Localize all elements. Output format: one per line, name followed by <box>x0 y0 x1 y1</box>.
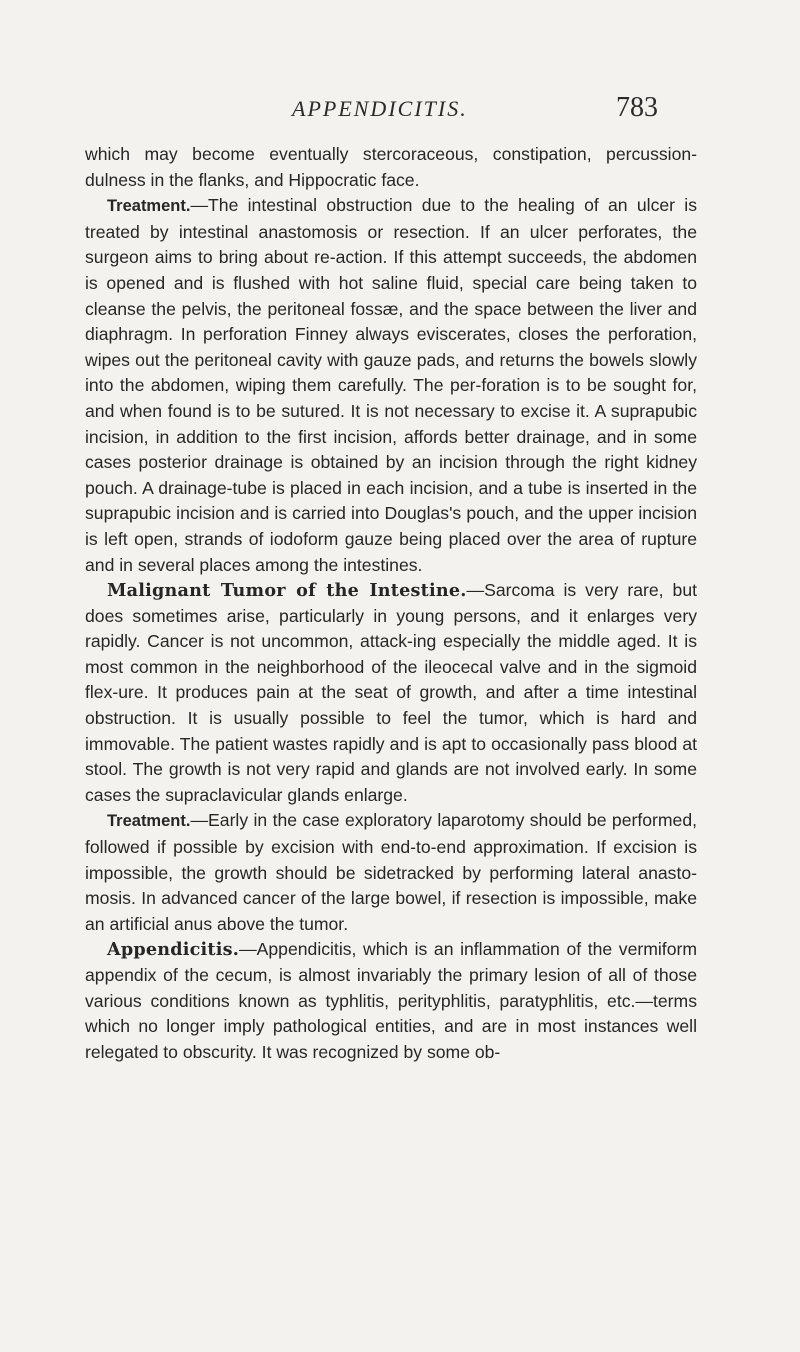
section-heading: Treatment. <box>107 197 191 216</box>
section-heading: Appendicitis. <box>107 939 240 961</box>
body-text <box>85 142 697 1065</box>
paragraph-appendicitis <box>85 937 697 1065</box>
page-number: 783 <box>616 92 658 123</box>
paragraph-text: —Early in the case exploratory laparotomy should be performed, followed if possible by excision with end-to-end approximation. If excision is impossible, the growth should be sidetracked by performing lateral anasto-mosis. In advanced cancer of the large bowel, if resection is impossible, make an artificial anus above the tumor. <box>85 810 697 934</box>
paragraph-continuation <box>85 142 697 193</box>
paragraph-text: —Appendicitis, which is an inflammation of the vermiform appendix of the cecum, is almost invariably the primary lesion of all of those various conditions known as typhlitis, perityphlitis, paratyphlitis, etc.—terms which no longer imply pathological entities, and are in most instances well relegated to obscurity. It was recognized by some ob- <box>85 939 697 1062</box>
section-heading: Treatment. <box>107 812 191 831</box>
paragraph-text: —Sarcoma is very rare, but does sometimes arise, particularly in young persons, and it enlarges very rapidly. Cancer is not uncommon, attack-ing especially the middle aged. It is most common in the neighborhood of the ileocecal valve and in the sigmoid flex-ure. It produces pain at the seat of growth, and after a time intestinal obstruction. It is usually possible to feel the tumor, which is hard and immovable. The patient wastes rapidly and is apt to occasionally pass blood at stool. The growth is not very rapid and glands are not involved early. In some cases the supraclavicular glands enlarge. <box>85 580 697 805</box>
paragraph-text: —The intestinal obstruction due to the healing of an ulcer is treated by intestinal anastomosis or resection. If an ulcer perforates, the surgeon aims to bring about re-action. If this attempt succeeds, the abdomen is opened and is flushed with hot saline fluid, special care being taken to cleanse the pelvis, the peritoneal fossæ, and the space between the liver and diaphragm. In perforation Finney always eviscerates, closes the perforation, wipes out the peritoneal cavity with gauze pads, and returns the bowels slowly into the abdomen, wiping them carefully. The per-foration is to be sought for, and when found is to be sutured. It is not necessary to excise it. A suprapubic incision, in addition to the first incision, affords better drainage, and in some cases posterior drainage is obtained by an incision through the right kidney pouch. A drainage-tube is placed in each incision, and a tube is inserted in the suprapubic incision and is carried into Douglas's pouch, and the upper incision is left open, strands of iodoform gauze being placed over the area of rupture and in several places among the intestines. <box>85 195 697 575</box>
section-heading: Malignant Tumor of the Intestine. <box>107 580 467 602</box>
paragraph-malignant-tumor <box>85 578 697 808</box>
paragraph-treatment-perforation <box>85 193 697 578</box>
paragraph-text: which may become eventually stercoraceous, constipation, percussion-dulness in the flanks, and Hippocratic face. <box>85 144 697 190</box>
running-head: APPENDICITIS. <box>292 96 468 121</box>
paragraph-treatment-tumor <box>85 808 697 937</box>
